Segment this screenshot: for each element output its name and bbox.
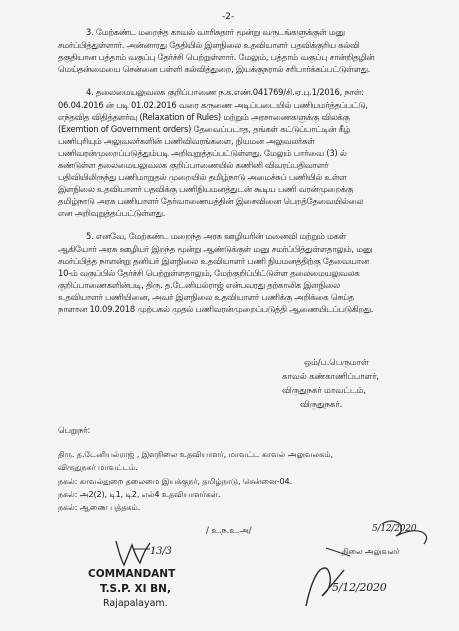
true-copy-mark: / உ.ந.உ.அ/ bbox=[206, 526, 252, 536]
para3-line: 3. மேற்கண்ட மறைந்த காவல் வாரிசுதார் மூன்று வருடங்களுக்குள் மனு bbox=[86, 27, 345, 37]
stamp-place: Rajapalayam. bbox=[103, 598, 168, 609]
signatory-designation: காவல் கண்காணிப்பாளர், bbox=[282, 372, 379, 382]
para5-line: குறிப்பாணைகளின்படி, திரு. த.டேனியல்ராஜ் என்பவரது தற்காலிக இளநிலை bbox=[58, 280, 340, 290]
para5-line: 10-ம் வகுப்பில் தேர்ச்சி பெற்றுள்ளதாலும், மேற்குறிப்பிட்டுள்ள தலைமையலுவலக bbox=[58, 268, 360, 278]
para5-line: உதவியாளர் பணியினை, அவர் இளநிலை உதவியாளர் பணிக்கு அறிக்கை செய்த bbox=[58, 292, 354, 302]
para4-line: எந்தவித விதித்தளர்வு (Relaxation of Rules) மற்றும் அரசாணைகளுக்கு விலக்கு bbox=[58, 112, 350, 122]
para4-line: பணிபுரியும் அலுவலர்களின் பணிவிவரங்களை, நியமன அலுவலர்கள் bbox=[58, 136, 315, 146]
handwritten-note: நிலை அலுவலர் bbox=[342, 547, 400, 556]
para5-line: சமர்ப்பித்த நாளன்று தனியர் இளநிலை உதவியாளர் பணி நியமனத்திற்கு தேவையான bbox=[58, 256, 369, 266]
stamp-unit: T.S.P. XI BN, bbox=[100, 583, 171, 595]
para4-line: பதிவியிலிருந்து பணிமாறுதல் முறையில் தமிழ்நாடு அமைச்சுப் பணியில் உள்ள bbox=[58, 172, 347, 182]
handwritten-date-top: 5/12/2020 bbox=[372, 524, 417, 534]
stamp-title: COMMANDANT bbox=[88, 568, 176, 580]
recipient-line: விருதுநகர் மாவட்டம். bbox=[58, 462, 138, 472]
para4-line: இளநிலை உதவியாளர் பதவிக்கு பணிநியமனத்துடன் கூடிய பணி வரன்முறைக்கு bbox=[58, 184, 354, 194]
page-number: -2- bbox=[222, 12, 235, 22]
para4-line: பணிவரன்முறைப்படுத்தும்படி அறிவுறுத்தப்பட்டுள்ளது. மேலும் பார்வை (3) ல் bbox=[58, 148, 347, 158]
copy-line: நகல்: ஆணை புத்தகம். bbox=[58, 502, 141, 512]
para5-line: ஆகியோர் அரசு ஊழியர் இறந்த மூன்று ஆண்டுக்குள் மனு சமர்ப்பித்துள்ளதாலும், மனு bbox=[58, 244, 373, 254]
handwritten-signature bbox=[292, 518, 442, 616]
handwritten-date-bottom: 5/12/2020 bbox=[332, 581, 387, 594]
para4-line: தமிழ்நாடு அரசு பணியாளர் தேர்வாணையத்தின் இசைவினை பெறத்தேவையில்லை bbox=[58, 196, 364, 206]
copy-line: நகல்: காவல்துறை தலைமை இயக்குநர், தமிழ்நாடு, சென்னை-04. bbox=[58, 476, 292, 486]
para4-line: (Exemtion of Government orders) தேவைப்படாத, தங்கள் கட்டுப்பாட்டின் கீழ் bbox=[58, 124, 351, 134]
para5-line: நாளான 10.09.2018 முற்பகல் முதல் பணிவரன்முறைப்படுத்தி ஆணையிடப்படுகிறது. bbox=[58, 304, 374, 314]
recipient-heading: பெறுநர்: bbox=[58, 426, 91, 436]
copy-line: நகல்: அ2(2), டி1, டி2, எல்4 உதவியாளர்கள். bbox=[58, 489, 221, 499]
signatory-office: விருதுநகர் மாவட்டம், bbox=[282, 386, 366, 396]
para3-line: சமர்ப்பித்துள்ளார். அன்னாரது தேதியில் இளநிலை உதவியாளர் பதவிக்குரிய கல்வி bbox=[58, 40, 360, 50]
para5-line: 5. எனவே, மேற்கண்ட மறைந்த அரசு ஊழியரின் மனைவி மற்றும் மகள் bbox=[86, 231, 346, 241]
para4-line: 06.04.2016 ன் படி 01.02.2016 வரை கருணை அடிப்படையில் பணியமர்த்தப்பட்டு, bbox=[58, 100, 368, 110]
para3-line: தகுதியான பத்தாம் வகுப்பு தேர்ச்சி பெற்றுள்ளார். மேலும், பத்தாம் வகுப்பு சான்றிதழின் bbox=[58, 52, 375, 62]
signatory-place: விருதுநகர். bbox=[300, 400, 343, 410]
para4-line: 4. தலைமையலுவலக குறிப்பாணை ந.க.எண்.041769/சி.ஏ.பு.1/2016, நாள்: bbox=[86, 87, 364, 97]
initials-date: 13/3 bbox=[150, 546, 172, 557]
signatory-name: ஒம்/ப.பெருமாள் bbox=[304, 358, 369, 368]
para4-line: என அறிவுறுத்தப்பட்டுள்ளது. bbox=[58, 208, 166, 218]
recipient-line: திரு. த.டேனியல்ராஜ் , இளநிலை உதவியாளர், மாவட்ட காவல் அலுவலகம், bbox=[58, 449, 333, 459]
para4-line: கண்டுள்ள தலைமையலுவலக குறிப்பாணையில் கணினி விவரப்பதிவாளர் bbox=[58, 160, 329, 170]
para3-line: மெய்தன்மையை சென்னை பள்ளி கல்வித்துறை, இயக்குநரால் சரிபார்க்கப்பட்டுள்ளது. bbox=[58, 64, 371, 74]
